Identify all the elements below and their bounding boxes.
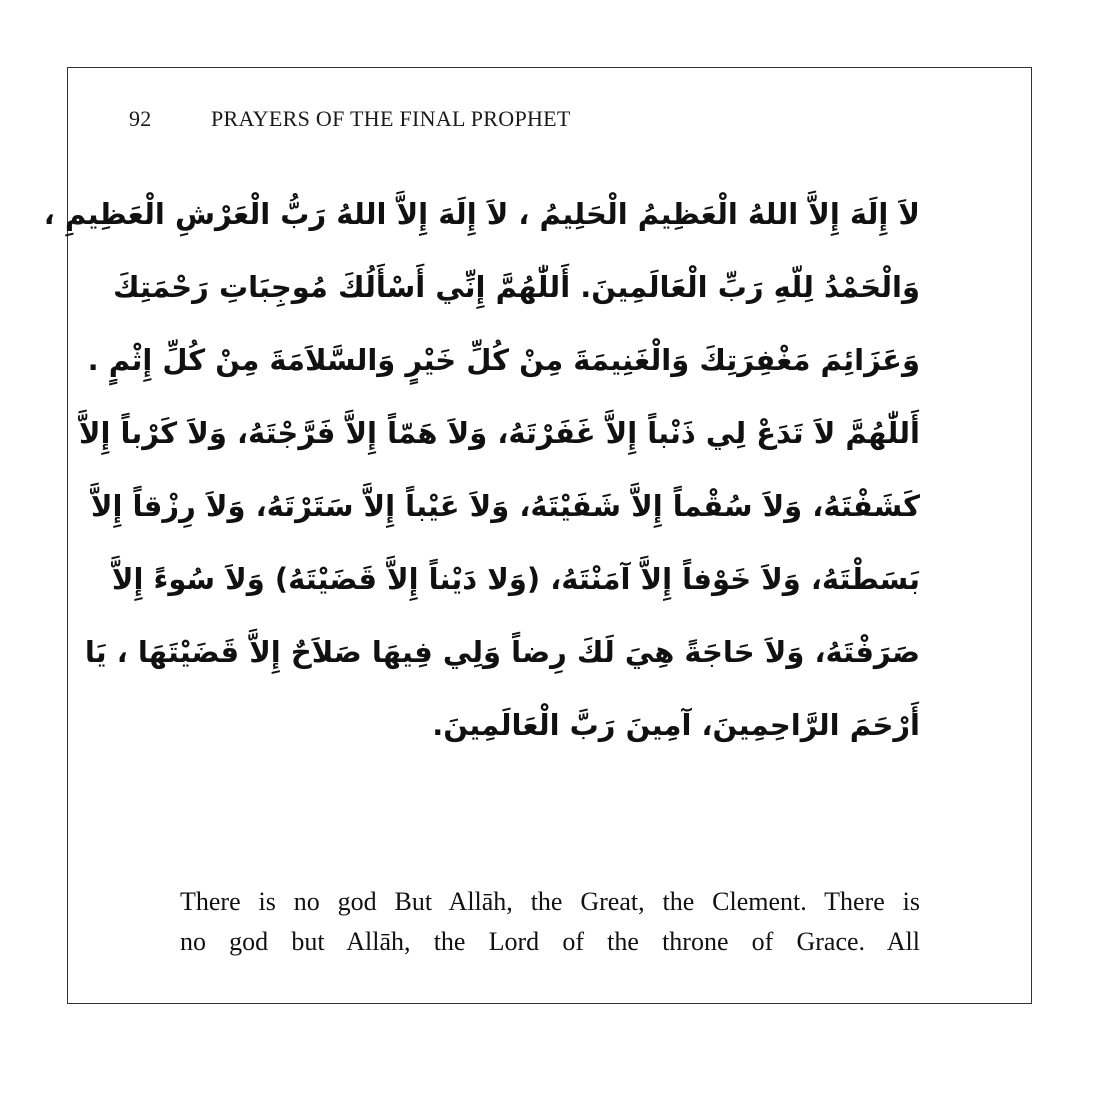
english-line: no god but Allāh, the Lord of the throne of Grace. All xyxy=(180,927,920,956)
arabic-line: لاَ إِلَهَ إِلاَّ اللهُ الْعَظِيمُ الْحَلِيمُ ، لاَ إِلَهَ إِلاَّ اللهُ رَبُّ الْعَرْشِ الْعَظِيمِ ، xyxy=(43,197,920,231)
arabic-line: بَسَطْتَهُ، وَلاَ خَوْفاً إِلاَّ آمَنْتَهُ، (وَلا دَيْناً إِلاَّ قَضَيْتَهُ) وَلاَ سُوءً إِلاَّ xyxy=(111,562,920,596)
running-title: PRAYERS OF THE FINAL PROPHET xyxy=(211,106,571,131)
arabic-line: صَرَفْتَهُ، وَلاَ حَاجَةً هِيَ لَكَ رِضاً وَلِي فِيهَا صَلاَحٌ إِلاَّ قَضَيْتَهَا ، يَا xyxy=(84,635,920,669)
running-head xyxy=(129,106,571,132)
arabic-line: أَللّٰهُمَّ لاَ تَدَعْ لِي ذَنْباً إِلاَّ غَفَرْتَهُ، وَلاَ هَمّاً إِلاَّ فَرَّجْتَهُ، وَلاَ كَرْباً إِلاَّ xyxy=(78,416,920,450)
english-translation xyxy=(180,882,920,962)
arabic-line: أَرْحَمَ الرَّاحِمِينَ، آمِينَ رَبَّ الْعَالَمِينَ. xyxy=(432,708,920,742)
english-line: There is no god But Allāh, the Great, the Clement. There is xyxy=(180,887,920,916)
arabic-line: كَشَفْتَهُ، وَلاَ سُقْماً إِلاَّ شَفَيْتَهُ، وَلاَ عَيْباً إِلاَّ سَتَرْتَهُ، وَلاَ رِزْقاً إِلاَّ xyxy=(90,489,920,523)
arabic-line: وَعَزَائِمَ مَغْفِرَتِكَ وَالْغَنِيمَةَ مِنْ كُلِّ خَيْرٍ وَالسَّلاَمَةَ مِنْ كُلِّ إِثْمٍ . xyxy=(87,343,920,377)
page-number: 92 xyxy=(129,106,152,131)
arabic-line: وَالْحَمْدُ لِلّهِ رَبِّ الْعَالَمِينَ. أَللّٰهُمَّ إِنِّي أَسْأَلُكَ مُوجِبَاتِ رَحْمَتِكَ xyxy=(113,270,920,304)
arabic-prayer-text xyxy=(43,178,920,762)
